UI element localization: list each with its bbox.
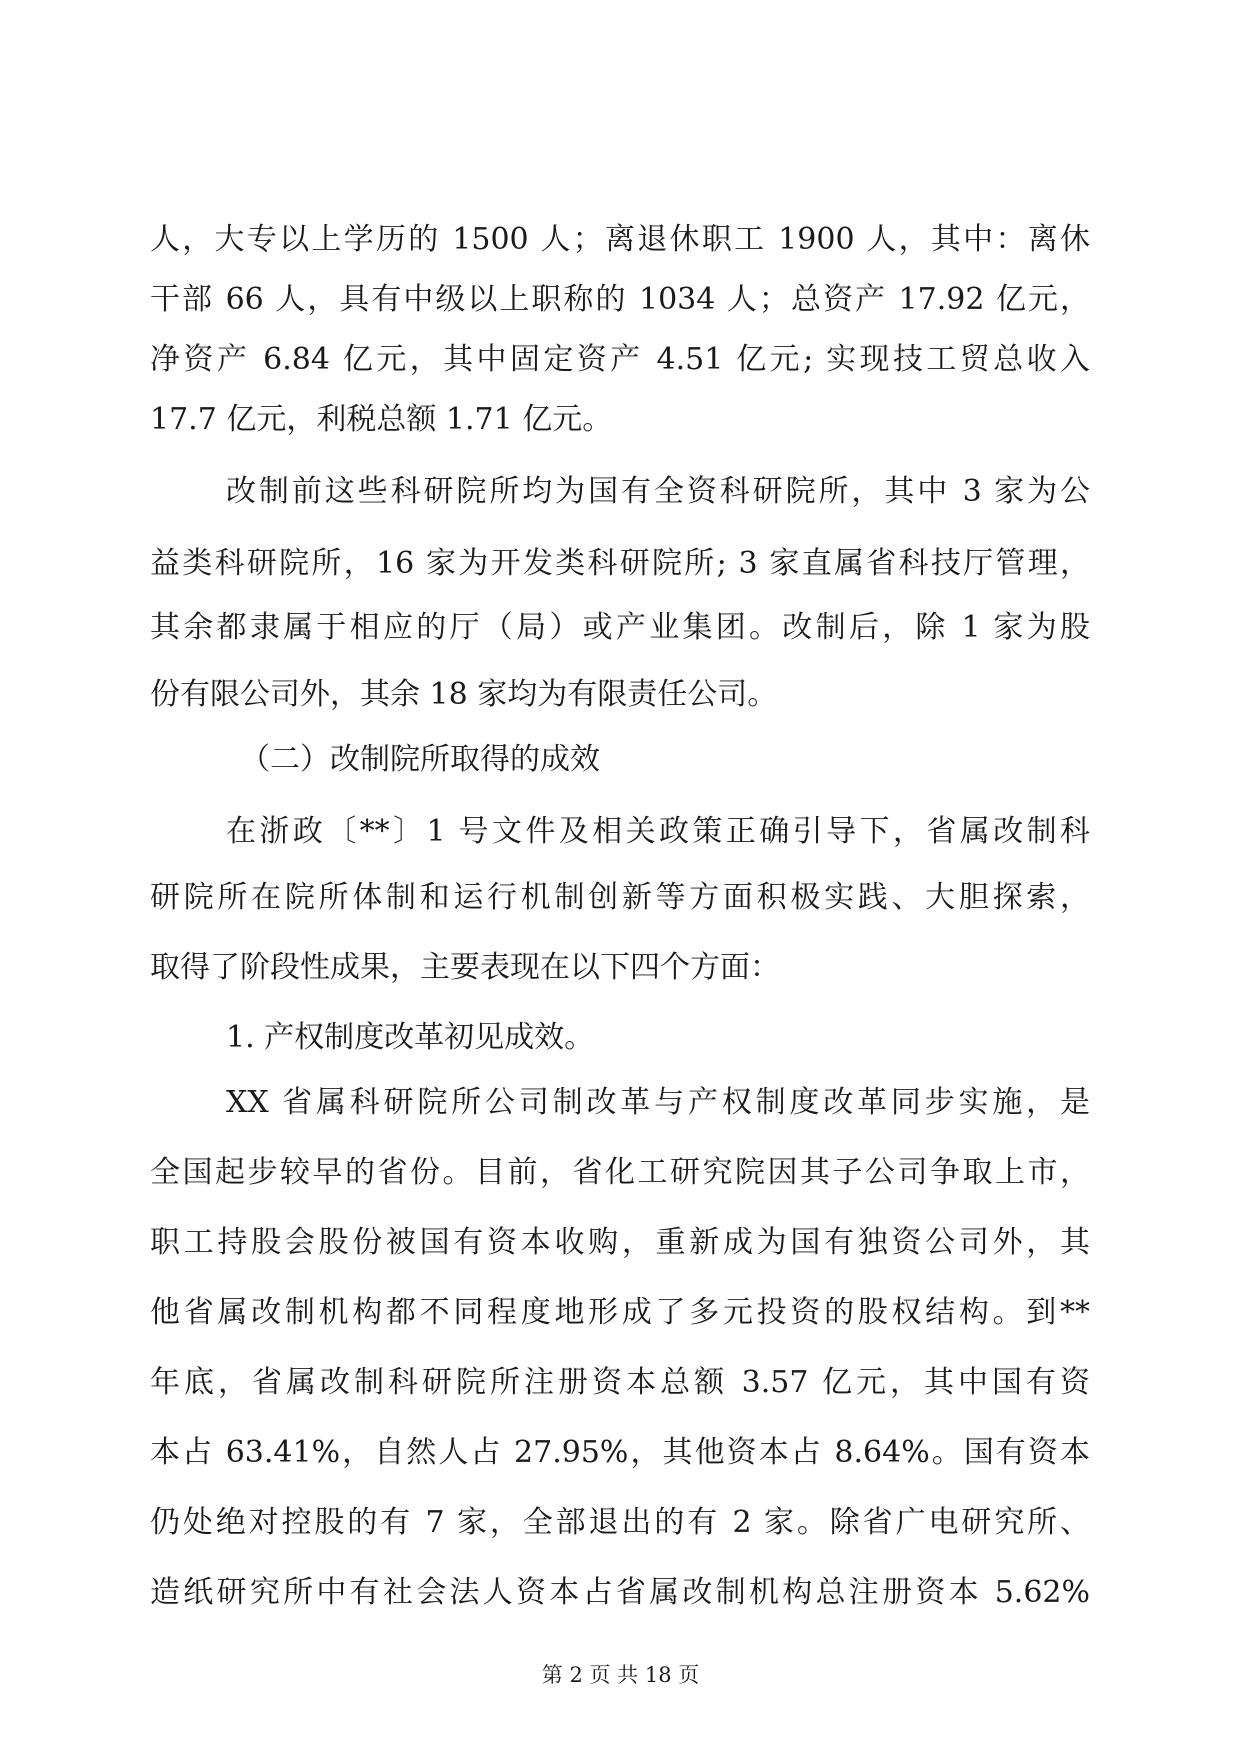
body-text-line: 他省属改制机构都不同程度地形成了多元投资的股权结构。到** bbox=[150, 1295, 1090, 1330]
paragraph-first-line: 改制前这些科研院所均为国有全资科研院所，其中 3 家为公 bbox=[226, 474, 1090, 509]
body-text-line: 全国起步较早的省份。目前，省化工研究院因其子公司争取上市， bbox=[150, 1155, 1090, 1190]
body-text-line: 人，大专以上学历的 1500 人；离退休职工 1900 人，其中：离休 bbox=[150, 222, 1090, 257]
body-text-line: 益类科研院所，16 家为开发类科研院所; 3 家直属省科技厅管理， bbox=[150, 546, 1090, 581]
body-text-line: 职工持股会股份被国有资本收购，重新成为国有独资公司外，其 bbox=[150, 1225, 1090, 1260]
paragraph-first-line: 在浙政〔**〕1 号文件及相关政策正确引导下，省属改制科 bbox=[226, 814, 1090, 849]
body-text-line: 其余都隶属于相应的厅（局）或产业集团。改制后，除 1 家为股 bbox=[150, 610, 1090, 645]
body-text-line: 仍处绝对控股的有 7 家，全部退出的有 2 家。除省广电研究所、 bbox=[150, 1505, 1090, 1540]
body-text-line: 研院所在院所体制和运行机制创新等方面积极实践、大胆探索， bbox=[150, 880, 1090, 915]
section-heading: （二）改制院所取得的成效 bbox=[240, 742, 600, 777]
body-text-line: 份有限公司外，其余 18 家均为有限责任公司。 bbox=[150, 677, 778, 712]
body-text-line: 造纸研究所中有社会法人资本占省属改制机构总注册资本 5.62% bbox=[150, 1575, 1090, 1610]
body-text-line: 干部 66 人，具有中级以上职称的 1034 人；总资产 17.92 亿元， bbox=[150, 282, 1090, 317]
body-text-line: 年底，省属改制科研院所注册资本总额 3.57 亿元，其中国有资 bbox=[150, 1365, 1090, 1400]
paragraph-first-line: XX 省属科研院所公司制改革与产权制度改革同步实施，是 bbox=[226, 1085, 1090, 1120]
body-text-line: 净资产 6.84 亿元，其中固定资产 4.51 亿元; 实现技工贸总收入 bbox=[150, 342, 1090, 377]
sub-heading: 1. 产权制度改革初见成效。 bbox=[226, 1020, 595, 1055]
body-text-line: 取得了阶段性成果，主要表现在以下四个方面： bbox=[150, 950, 780, 985]
body-text-line: 17.7 亿元，利税总额 1.71 亿元。 bbox=[150, 402, 613, 437]
body-text-line: 本占 63.41%，自然人占 27.95%，其他资本占 8.64%。国有资本 bbox=[150, 1435, 1090, 1470]
page-footer: 第 2 页 共 18 页 bbox=[541, 1663, 700, 1687]
